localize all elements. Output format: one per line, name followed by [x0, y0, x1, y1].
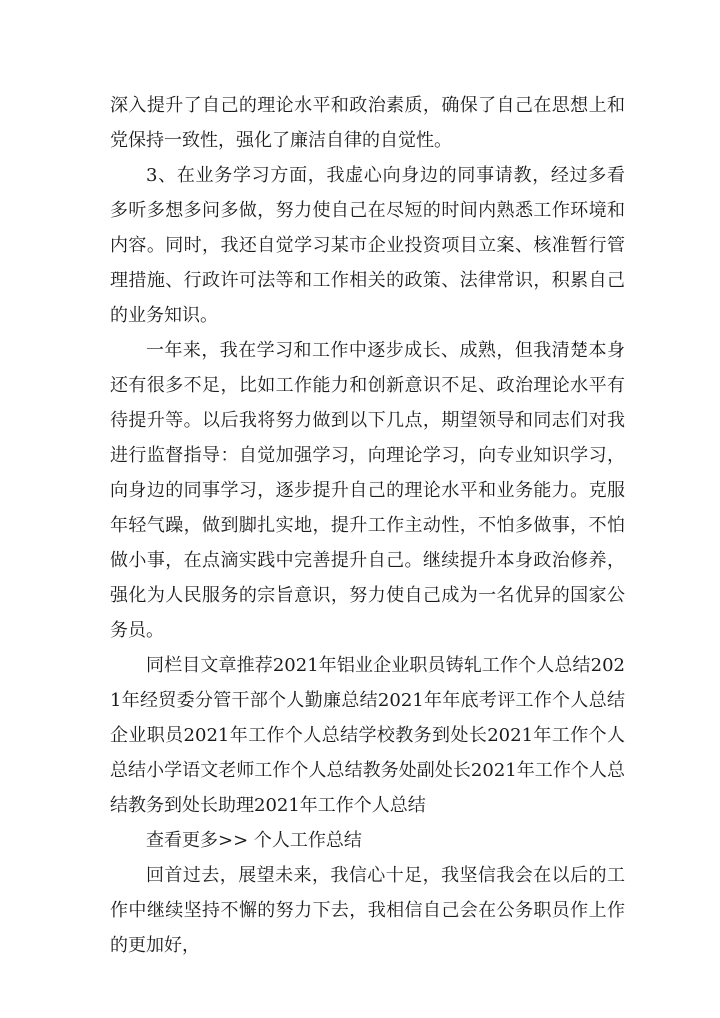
- view-more-line: [110, 823, 625, 858]
- paragraph-closing: 回首过去，展望未来，我信心十足，我坚信我会在以后的工作中继续坚持不懈的努力下去，我相信自己会在公务职员作上作的更加好，: [110, 865, 625, 956]
- paragraph-related-articles: 同栏目文章推荐2021年铝业企业职员铸轧工作个人总结2021年经贸委分管干部个人勤廉总结2021年年底考评工作个人总结企业职员2021年工作个人总结学校教务到处长2021年工作个人总结小学语文老师工作个人总结教务处副处长2021年工作个人总结教务到处长助理2021年工作个人总结: [110, 655, 625, 816]
- view-more-prefix: 查看更多>>: [146, 830, 249, 851]
- paragraph-business-study: 3、在业务学习方面，我虚心向身边的同事请教，经过多看多听多想多问多做，努力使自己在尽短的时间内熟悉工作环境和内容。同时，我还自觉学习某市企业投资项目立案、核准暂行管理措施、行政许可法等和工作相关的政策、法律常识，积累自己的业务知识。: [110, 165, 625, 326]
- paragraph-continued: 深入提升了自己的理论水平和政治素质，确保了自己在思想上和党保持一致性，强化了廉洁自律的自觉性。: [110, 95, 625, 151]
- view-more-link[interactable]: 个人工作总结: [253, 830, 362, 851]
- document-body: [110, 88, 625, 963]
- paragraph-year-summary: 一年来，我在学习和工作中逐步成长、成熟，但我清楚本身还有很多不足，比如工作能力和创新意识不足、政治理论水平有待提升等。以后我将努力做到以下几点，期望领导和同志们对我进行监督指导：自觉加强学习，向理论学习，向专业知识学习，向身边的同事学习，逐步提升自己的理论水平和业务能力。克服年轻气躁，做到脚扎实地，提升工作主动性，不怕多做事，不怕做小事，在点滴实践中完善提升自己。继续提升本身政治修养，强化为人民服务的宗旨意识，努力使自己成为一名优异的国家公务员。: [110, 340, 625, 641]
